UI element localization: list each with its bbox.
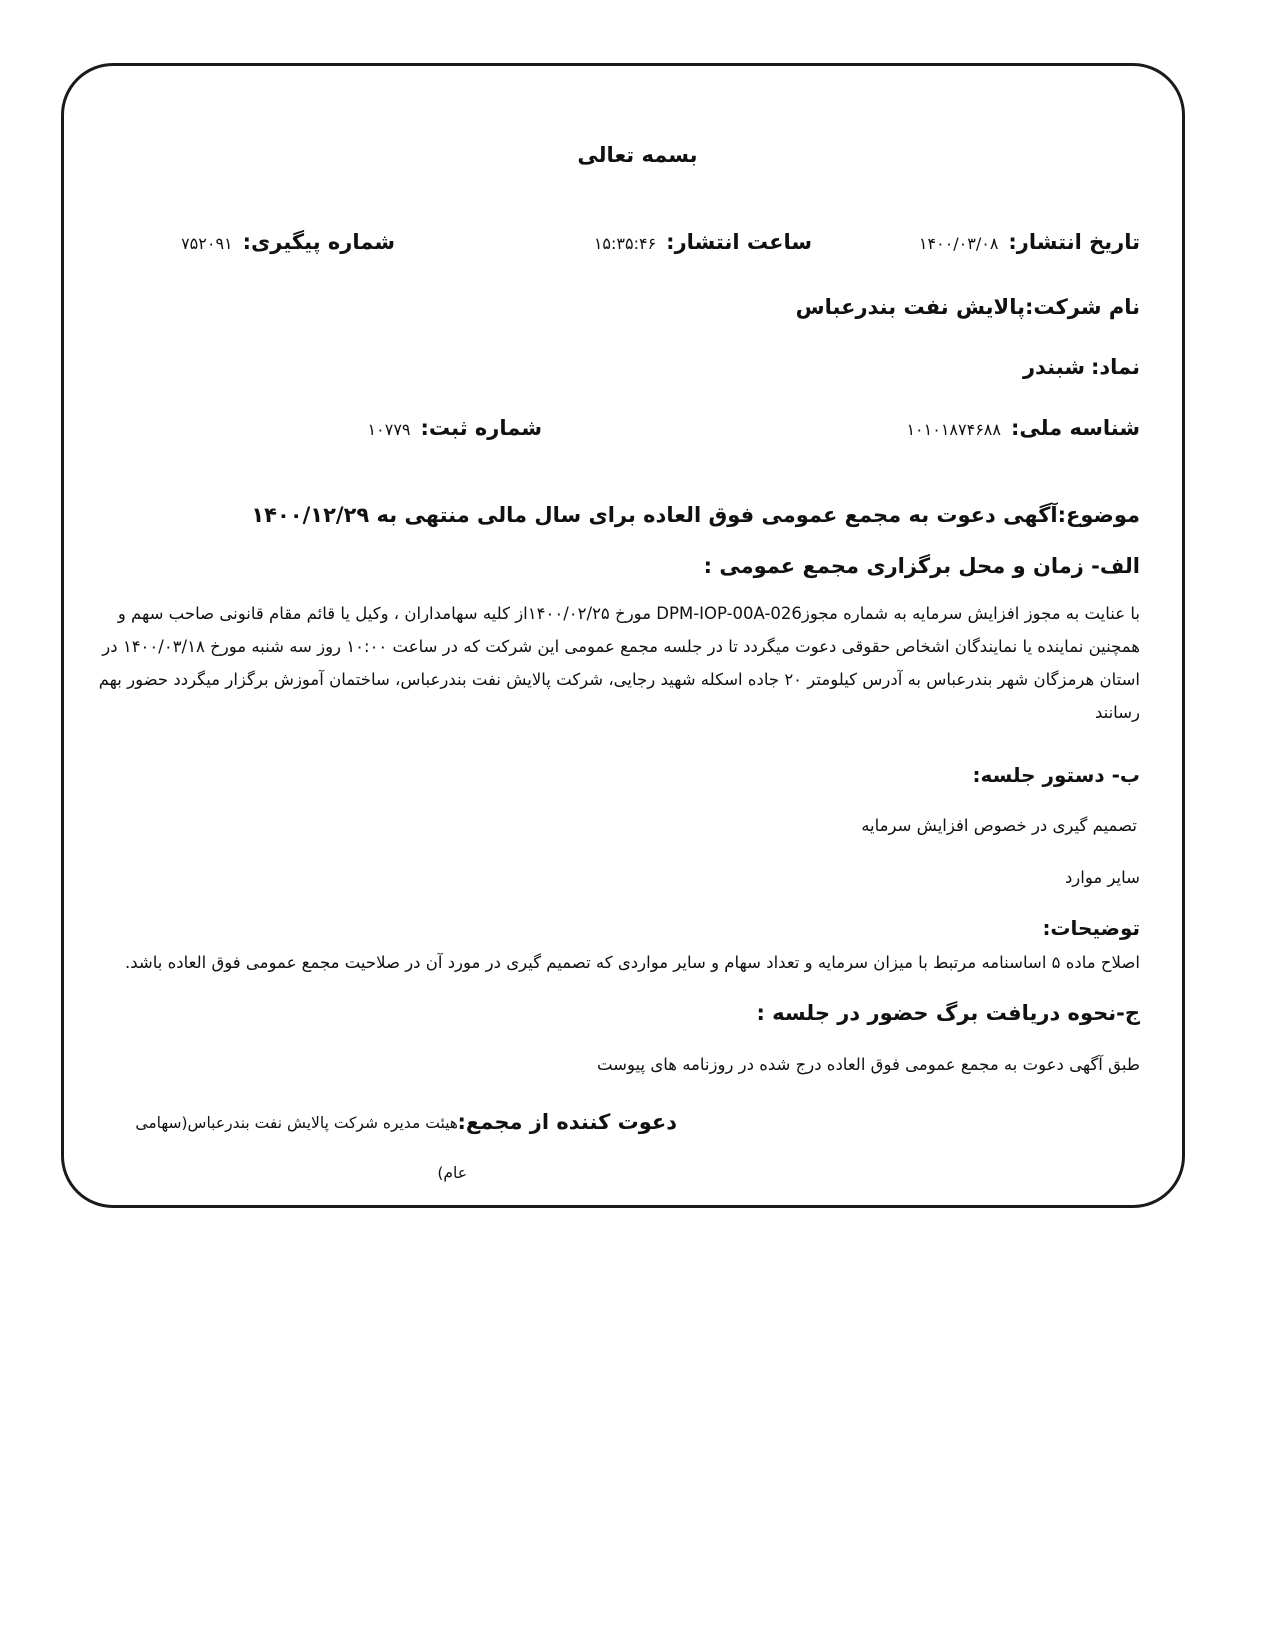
- inviter-label: دعوت کننده از مجمع:: [457, 1110, 677, 1134]
- national-id-label: شناسه ملی:: [1010, 416, 1140, 440]
- tracking-number: [181, 232, 395, 253]
- agenda-item: سایر موارد: [1064, 868, 1140, 887]
- company-name: [796, 297, 1140, 318]
- tracking-label: شماره پیگیری:: [242, 230, 395, 254]
- publish-date-label: تاریخ انتشار:: [1008, 230, 1140, 254]
- header-title: بسمه تعالی: [577, 143, 698, 167]
- section-a-line: رسانند: [1094, 703, 1140, 722]
- section-b-heading: ب- دستور جلسه:: [972, 763, 1140, 787]
- section-a-line: با عنایت به مجوز افزایش سرمایه به شماره مجوزDPM-IOP-00A-026 مورخ ۱۴۰۰/۰۲/۲۵از کلیه سهامداران ، وکیل یا قائم مقام قانونی صاحب سهم و: [117, 604, 1140, 623]
- inviter-name: هیئت مدیره شرکت پالایش نفت بندرعباس(سهامی: [135, 1114, 458, 1132]
- symbol-label: نماد:: [1090, 355, 1140, 379]
- section-c-heading: ج-نحوه دریافت برگ حضور در جلسه :: [756, 1001, 1140, 1025]
- section-a-heading: الف- زمان و محل برگزاری مجمع عمومی :: [703, 554, 1140, 578]
- subject: موضوع:آگهی دعوت به مجمع عمومی فوق العاده برای سال مالی منتهی به ۱۴۰۰/۱۲/۲۹: [251, 503, 1140, 527]
- publish-time-value: ۱۵:۳۵:۴۶: [593, 234, 657, 253]
- notes-heading: توضیحات:: [1042, 916, 1140, 940]
- company-label: نام شرکت:: [1024, 295, 1140, 319]
- registration-number: [368, 418, 542, 439]
- publish-time: [594, 232, 812, 253]
- section-a-line: همچنین نماینده یا نمایندگان اشخاص حقوقی دعوت میگردد تا در جلسه مجمع عمومی این شرکت که در ساعت ۱۰:۰۰ روز سه شنبه مورخ ۱۴۰۰/۰۳/۱۸ در: [102, 637, 1140, 656]
- registration-value: ۱۰۷۷۹: [367, 420, 411, 439]
- section-c-text: طبق آگهی دعوت به مجمع عمومی فوق العاده درج شده در روزنامه های پیوست: [596, 1055, 1140, 1074]
- publish-date-value: ۱۴۰۰/۰۳/۰۸: [918, 234, 999, 253]
- symbol: [1023, 357, 1140, 378]
- company-value: پالایش نفت بندرعباس: [795, 295, 1025, 319]
- registration-label: شماره ثبت:: [420, 416, 542, 440]
- national-id: [906, 418, 1140, 439]
- symbol-value: شبندر: [1022, 355, 1085, 379]
- notes-text: اصلاح ماده ۵ اساسنامه مرتبط با میزان سرمایه و تعداد سهام و سایر مواردی که تصمیم گیری در مورد آن در صلاحیت مجمع عمومی فوق العاده باشد.: [125, 953, 1140, 972]
- section-a-line: استان هرمزگان شهر بندرعباس به آدرس کیلومتر ۲۰ جاده اسکله شهید رجایی، شرکت پالایش نفت بندرعباس، ساختمان آموزش برگزار میگردد حضور بهم: [98, 670, 1140, 689]
- national-id-value: ۱۰۱۰۱۸۷۴۶۸۸: [906, 420, 1001, 439]
- tracking-value: ۷۵۲۰۹۱: [181, 234, 233, 253]
- agenda-item: تصمیم گیری در خصوص افزایش سرمایه: [861, 816, 1137, 835]
- publish-date: [919, 232, 1140, 253]
- publish-time-label: ساعت انتشار:: [666, 230, 812, 254]
- section-a-paragraph: [99, 597, 1140, 729]
- inviter-name-continued: عام): [437, 1164, 467, 1182]
